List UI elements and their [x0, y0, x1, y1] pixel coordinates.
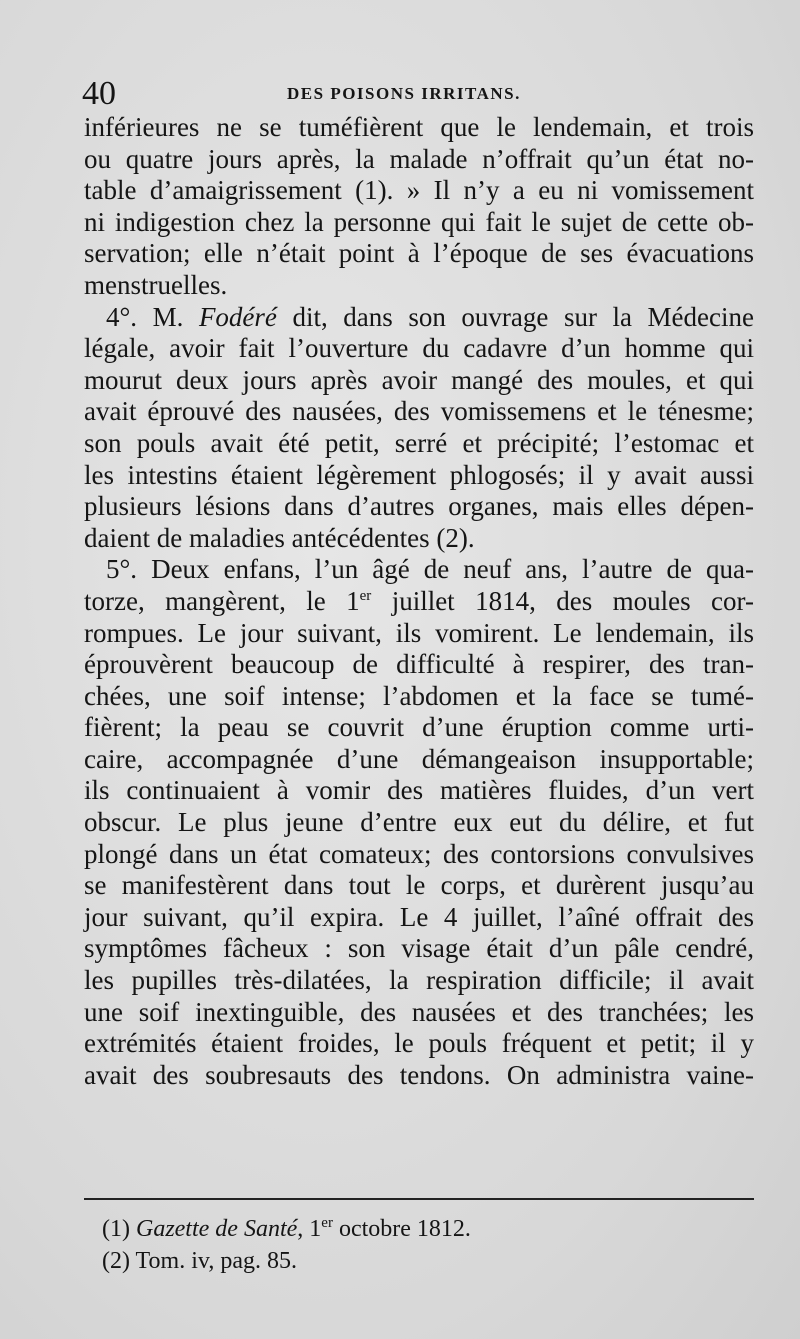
text-line-paragraph-5: 5°. Deux enfans, l’un âgé de neuf ans, l’autre de qua-	[106, 554, 754, 585]
text-line: daient de maladies antécédentes (2).	[84, 522, 475, 553]
text-line: jour suivant, qu’il expira. Le 4 juillet, l’aîné offrait des	[84, 901, 754, 932]
text-line: symptômes fâcheux : son visage était d’un pâle cendré,	[84, 933, 754, 964]
text-fragment: torze, mangèrent, le 1	[84, 585, 360, 616]
author-name: Fodéré	[198, 301, 277, 332]
text-line	[84, 586, 754, 618]
running-head: DES POISONS IRRITANS.	[287, 84, 521, 103]
body-text	[84, 112, 754, 1091]
page-header	[82, 76, 760, 112]
text-fragment: juillet 1814, des moules cor-	[371, 585, 754, 616]
text-line: se manifestèrent dans tout le corps, et durèrent jusqu’au	[84, 870, 754, 901]
superscript: er	[359, 587, 372, 604]
superscript: er	[321, 1215, 333, 1231]
text-line: caire, accompagnée d’une démangeaison insupportable;	[84, 743, 754, 774]
text-line: plongé dans un état comateux; des contorsions convulsives	[84, 838, 754, 869]
text-line-paragraph-4	[84, 302, 754, 334]
text-line: avait éprouvé des nausées, des vomissemens et le ténesme;	[84, 396, 754, 427]
text-line: extrémités étaient froides, le pouls fréquent et petit; il y	[84, 1028, 754, 1059]
text-line: ni indigestion chez la personne qui fait le sujet de cette ob-	[84, 206, 754, 237]
text-line: servation; elle n’était point à l’époque de ses évacuations	[84, 238, 754, 269]
text-line: légale, avoir fait l’ouverture du cadavre d’un homme qui	[84, 333, 754, 364]
text-line: les pupilles très-dilatées, la respiration difficile; il avait	[84, 965, 754, 996]
text-line: ils continuaient à vomir des matières fluides, d’un vert	[84, 775, 754, 806]
text-line: avait des soubresauts des tendons. On administra vaine-	[84, 1059, 754, 1090]
text-line: ou quatre jours après, la malade n’offrait qu’un état no-	[84, 143, 754, 174]
text-line: plusieurs lésions dans d’autres organes, mais elles dépen-	[84, 491, 754, 522]
footnote-1	[102, 1213, 702, 1245]
footnote-mark: (1)	[102, 1216, 136, 1242]
text-line: obscur. Le plus jeune d’entre eux eut du délire, et fut	[84, 807, 754, 838]
text-line: rompues. Le jour suivant, ils vomirent. Le lendemain, ils	[84, 617, 754, 648]
text-line: menstruelles.	[84, 269, 228, 300]
footnote-source: Gazette de Santé	[135, 1216, 298, 1242]
page-number: 40	[82, 75, 116, 112]
text-line: son pouls avait été petit, serré et précipité; l’estomac et	[84, 427, 754, 458]
text-line: mourut deux jours après avoir mangé des moules, et qui	[84, 364, 754, 395]
text-line: inférieures ne se tuméfièrent que le lendemain, et trois	[84, 112, 754, 142]
footnotes	[102, 1213, 702, 1277]
footnote-divider	[84, 1198, 754, 1200]
text-line: les intestins étaient légèrement phlogosés; il y avait aussi	[84, 459, 754, 490]
text-fragment: dit, dans son ouvrage sur la Médecine	[276, 301, 754, 332]
text-fragment: 4°. M.	[106, 301, 199, 332]
footnote-2: (2) Tom. iv, pag. 85.	[102, 1248, 297, 1274]
text-fragment: , 1	[297, 1216, 322, 1242]
text-line: fièrent; la peau se couvrit d’une éruption comme urti-	[84, 712, 754, 743]
text-line: éprouvèrent beaucoup de difficulté à respirer, des tran-	[84, 649, 754, 680]
text-line: table d’amaigrissement (1). » Il n’y a eu ni vomissement	[84, 175, 754, 206]
text-fragment: octobre 1812.	[332, 1216, 471, 1242]
text-line: une soif inextinguible, des nausées et des tranchées; les	[84, 996, 754, 1027]
text-line: chées, une soif intense; l’abdomen et la face se tumé-	[84, 680, 754, 711]
